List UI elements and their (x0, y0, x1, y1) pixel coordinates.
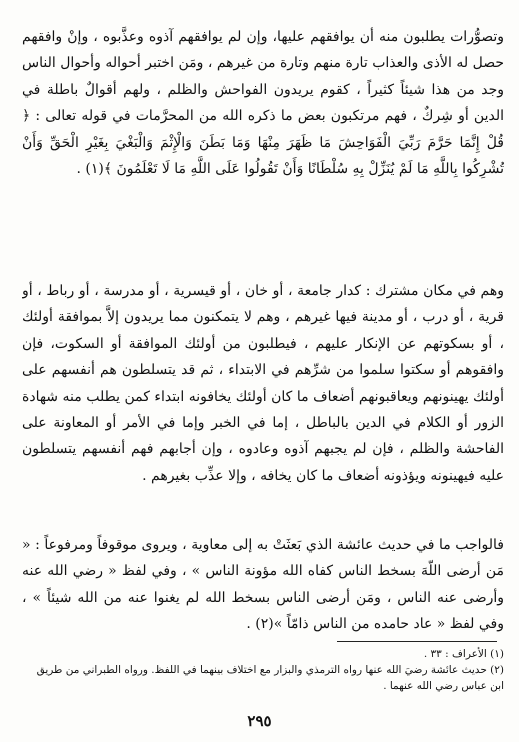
main-text (22, 24, 504, 636)
paragraph-3: فالواجب ما في حديث عائشة الذي بَعثَتْ به إلى معاوية ، ويروى موقوفاً ومرفوعاً : « مَن أرضى اللّهَ بسخط الناس كفاه الله مؤونة الناس » ، وفي لفظ « رضي الله عنه وأرضى عنه الناس ، ومَن أرضى الناس بسخط الله لم يغنوا عنه من الله شيئاً » ، وفي لفظ « عاد حامده من الناس ذامّاً »(٢) . (22, 537, 504, 633)
footnotes (22, 646, 504, 694)
footnote-1: (١) الأعراف : ٣٣ . (423, 648, 504, 660)
paragraph-1: وتصوُّرات يطلبون منه أن يوافقهم عليها، وإن لم يوافقهم آذوه وعذَّبوه ، وإنْ وافقهم حصل له الأذى والعذاب تارة منهم وتارة من غيرهم ، ومَن اختبر أحواله وأحوال الناس وجد من هذا شيئاً كثيراً ، كقوم يريدون الفواحش والظلم ، ولهم أقوالٌ باطلة في الدين أو شِركٌ ، فهم مرتكبون بعض ما ذكره الله من المحرَّمات في قوله تعالى : ﴿ قُلْ إِنَّمَا حَرَّمَ رَبِّيَ الْفَوَاحِشَ مَا ظَهَرَ مِنْهَا وَمَا بَطَنَ وَالْإِثْمَ وَالْبَغْيَ بِغَيْرِ الْحَقِّ وَأَنْ تُشْرِكُوا بِاللَّهِ مَا لَمْ يُنَزِّلْ بِهِ سُلْطَانًا وَأَنْ تَقُولُوا عَلَى اللَّهِ مَا لَا تَعْلَمُونَ ﴾(١) . (22, 29, 504, 178)
footnote-2: (٢) حديث عائشة رضيَ الله عنها رواه الترمذي والبزار مع اختلاف بينهما في اللفظ. ورواه الطبراني من طريق ابن عباس رضي الله عنهما . (36, 664, 504, 692)
page-number: ٢٩٥ (247, 712, 272, 730)
footnote-divider (337, 641, 497, 642)
paragraph-2: وهم في مكان مشترك : كدار جامعة ، أو خان ، أو قيسرية ، أو مدرسة ، أو رباط ، أو قرية ، أو درب ، أو مدينة فيها غيرهم ، وهم لا يتمكنون مما يريدون إلاَّ بموافقة أولئك ، أو بسكوتهم عن الإنكار عليهم ، فيطلبون من أولئك الموافقة أو السكوت، فإن وافقوهم أو سكتوا سلموا من شرِّهم في الابتداء ، ثم قد يتسلطون هم أنفسهم على أولئك يهينونهم ويعاقبونهم أضعاف ما كان أولئك يخافونه ابتداء كمن يطلب منه شهادة الزور أو الكلام في الدين بالباطل ، إما في الخبر وإما في الأمر أو المعاونة على الفاحشة والظلم ، فإن لم يجبهم آذوه وعادوه ، وإن أجابهم فهم أنفسهم يتسلطون عليه فيهينونه ويؤذونه أضعاف ما كان يخافه ، وإلا عذِّب بغيرهم . (22, 283, 504, 484)
